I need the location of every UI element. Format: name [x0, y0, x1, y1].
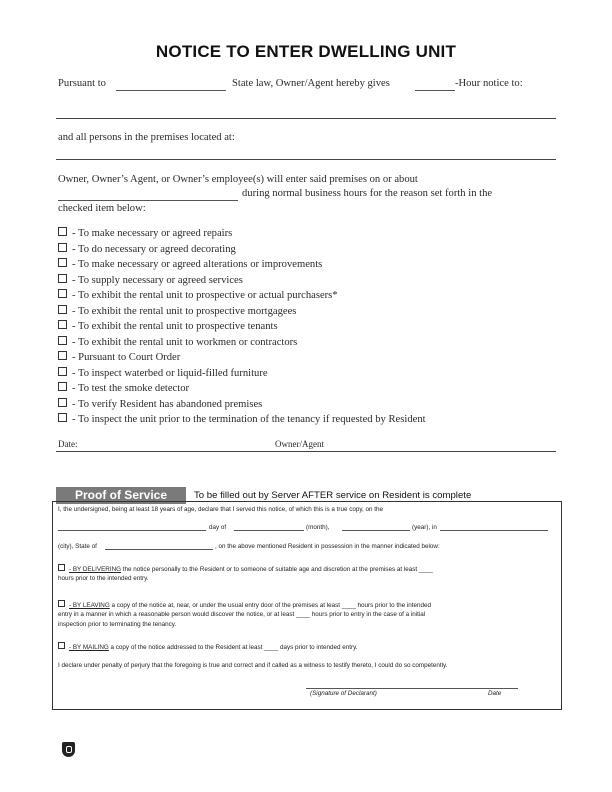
checkbox[interactable] — [58, 382, 67, 391]
checked-item-text: checked item below: — [58, 203, 146, 214]
reason-item[interactable] — [58, 336, 297, 348]
proof-instruction: To be filled out by Server AFTER service on Resident is complete — [194, 490, 472, 501]
reason-item[interactable] — [58, 243, 236, 255]
reason-item[interactable] — [58, 382, 189, 394]
perjury-declaration: I declare under penalty of perjury that the foregoing is true and correct and if called as a witness to testify thereto, I could do so competently. — [58, 662, 448, 669]
tenant-name-line[interactable] — [56, 118, 556, 119]
checkbox[interactable] — [58, 243, 67, 252]
signature-line[interactable] — [56, 451, 556, 452]
checkbox[interactable] — [58, 274, 67, 283]
reason-label: - To test the smoke detector — [72, 383, 190, 394]
owner-agent-label: Owner/Agent — [275, 439, 324, 449]
declarant-date-label: Date — [488, 690, 502, 697]
declarant-signature-line[interactable] — [306, 688, 518, 689]
reason-label: - To exhibit the rental unit to prospective or actual purchasers* — [72, 290, 338, 301]
reason-item[interactable] — [58, 398, 262, 410]
reason-item[interactable] — [58, 320, 278, 332]
location-blank[interactable] — [440, 530, 548, 531]
leaving-option[interactable] — [58, 600, 431, 609]
business-hours-text: during normal business hours for the reason set forth in the — [242, 188, 493, 199]
reason-label: - To make necessary or agreed alterations or improvements — [72, 259, 323, 270]
checkbox[interactable] — [58, 642, 65, 649]
reason-item[interactable] — [58, 274, 243, 286]
checkbox[interactable] — [58, 289, 67, 298]
hour-notice-label: -Hour notice to: — [455, 78, 523, 89]
checkbox[interactable] — [58, 320, 67, 329]
checkbox[interactable] — [58, 336, 67, 345]
date-label: Date: — [58, 439, 78, 449]
reason-label: - To exhibit the rental unit to prospective tenants — [72, 321, 278, 332]
checkbox[interactable] — [58, 351, 67, 360]
checkbox[interactable] — [58, 600, 65, 607]
delivering-text: the notice personally to the Resident or to someone of suitable age and discretion at the premises at least ____ — [122, 566, 433, 573]
eforms-logo-icon — [62, 742, 75, 757]
leaving-label: - BY LEAVING — [69, 602, 110, 609]
day-of-label: day of — [209, 524, 227, 531]
resident-manner-text: , on the above mentioned Resident in possession in the manner indicated below: — [215, 543, 440, 550]
premises-address-line[interactable] — [56, 159, 556, 160]
leaving-text: a copy of the notice at, near, or under the usual entry door of the premises at least ____ hours prior to the intended — [111, 602, 432, 609]
reason-item[interactable] — [58, 258, 322, 270]
state-of-blank[interactable] — [105, 549, 213, 550]
reason-label: - Pursuant to Court Order — [72, 352, 181, 363]
declarant-signature-label: (Signature of Declarant) — [310, 690, 377, 697]
reason-item[interactable] — [58, 289, 338, 301]
entry-date-blank[interactable] — [58, 200, 238, 201]
pursuant-label: Pursuant to — [58, 78, 106, 89]
hour-blank[interactable] — [415, 90, 455, 91]
reason-item[interactable] — [58, 351, 180, 363]
year-blank[interactable] — [342, 530, 410, 531]
checkbox[interactable] — [58, 564, 65, 571]
year-label: (year), in — [412, 524, 437, 531]
checkbox[interactable] — [58, 258, 67, 267]
checkbox[interactable] — [58, 305, 67, 314]
city-state-label: (city), State of — [58, 543, 97, 550]
reason-label: - To exhibit the rental unit to workmen or contractors — [72, 336, 298, 348]
mailing-text: a copy of the notice addressed to the Resident at least ____ days prior to intended entry. — [110, 644, 358, 651]
checkbox[interactable] — [58, 367, 67, 376]
state-blank[interactable] — [116, 90, 226, 91]
leaving-text-cont2: inspection prior to terminating the tenancy. — [58, 621, 177, 628]
reason-label: - To inspect the unit prior to the termination of the tenancy if requested by Resident — [72, 414, 426, 425]
delivering-text-cont: hours prior to the intended entry. — [58, 575, 149, 582]
checkbox[interactable] — [58, 413, 67, 422]
reason-item[interactable] — [58, 413, 426, 425]
state-law-label: State law, Owner/Agent hereby gives — [232, 78, 390, 89]
leaving-text-cont: entry in a manner in which a reasonable person would discover the notice, or at least ____ hours prior to entry in the case of a initial — [58, 611, 426, 618]
reason-item[interactable] — [58, 227, 232, 239]
mailing-option[interactable] — [58, 642, 358, 651]
declaration-line: I, the undersigned, being at least 18 years of age, declare that I served this notice, of which this is a true copy, on the — [58, 506, 384, 513]
day-blank[interactable] — [58, 530, 206, 531]
proof-of-service-header: Proof of Service — [56, 487, 186, 504]
owner-entry-text: Owner, Owner’s Agent, or Owner’s employee(s) will enter said premises on or about — [58, 174, 418, 185]
premises-label: and all persons in the premises located at: — [58, 132, 235, 143]
reason-label: - To exhibit the rental unit to prospective mortgagees — [72, 305, 297, 317]
checkbox[interactable] — [58, 227, 67, 236]
month-label: (month), — [306, 524, 330, 531]
reason-label: - To make necessary or agreed repairs — [72, 228, 233, 239]
reason-item[interactable] — [58, 367, 268, 379]
reason-item[interactable] — [58, 305, 296, 317]
reason-label: - To do necessary or agreed decorating — [72, 243, 236, 255]
mailing-label: - BY MAILING — [69, 644, 109, 651]
delivering-label: - BY DELIVERING — [69, 566, 122, 573]
checkbox[interactable] — [58, 398, 67, 407]
month-blank[interactable] — [234, 530, 304, 531]
document-title: NOTICE TO ENTER DWELLING UNIT — [155, 42, 457, 61]
reason-label: - To supply necessary or agreed services — [72, 274, 243, 286]
reason-label: - To inspect waterbed or liquid-filled furniture — [72, 367, 268, 379]
delivering-option[interactable] — [58, 564, 433, 573]
reason-label: - To verify Resident has abandoned premises — [72, 398, 263, 410]
